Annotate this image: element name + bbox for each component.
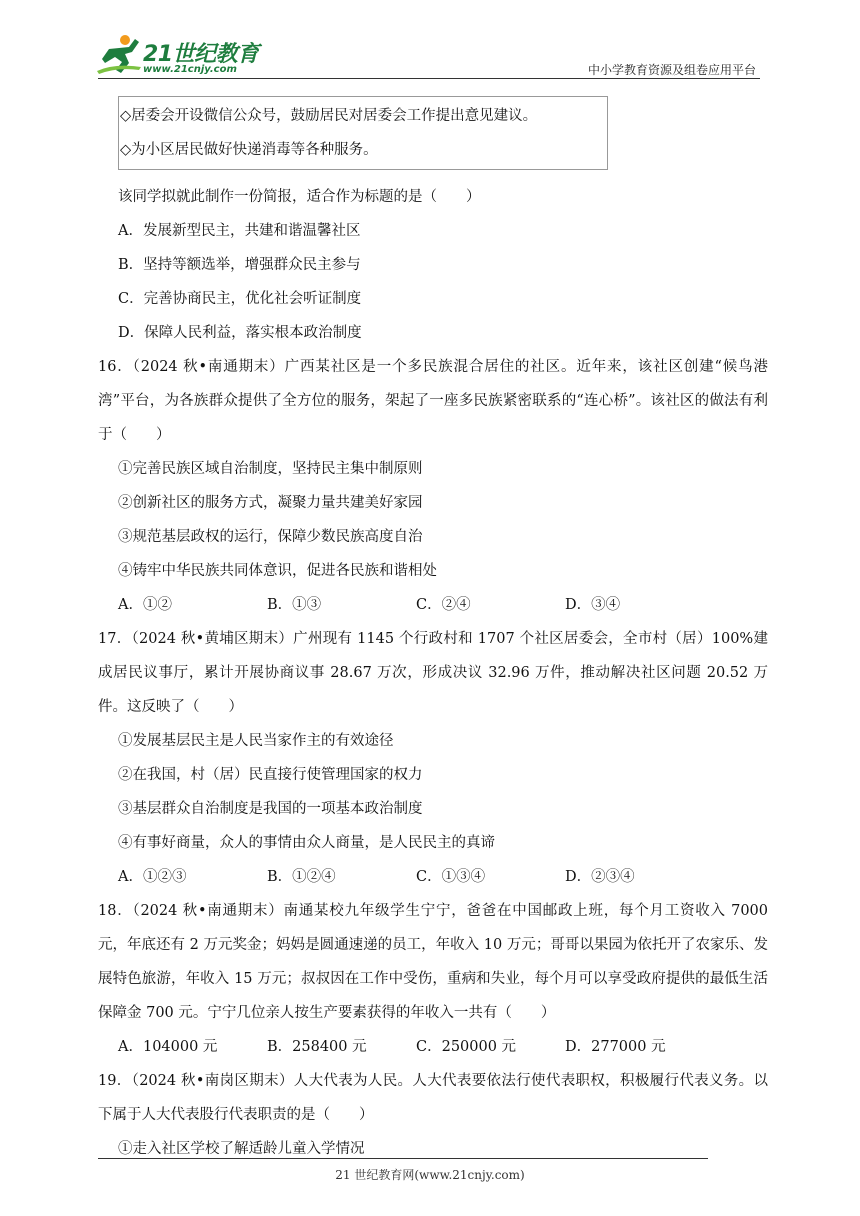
option-a: A．发展新型民主，共建和谐温馨社区: [118, 223, 361, 239]
material-box: [118, 96, 608, 170]
option-c: C．250000 元: [416, 1039, 517, 1055]
statement-item: ③基层群众自治制度是我国的一项基本政治制度: [118, 801, 423, 817]
option-b: B．①②④: [267, 869, 336, 885]
logo-url: www.21cnjy.com: [143, 64, 237, 75]
question-15: [118, 180, 768, 350]
statement-item: ①走入社区学校了解适龄儿童入学情况: [118, 1141, 365, 1157]
option-b: B．坚持等额选举，增强群众民主参与: [118, 257, 361, 273]
statement-item: ④铸牢中华民族共同体意识，促进各民族和谐相处: [118, 563, 437, 579]
header-divider: [98, 78, 760, 79]
option-d: D．保障人民利益，落实根本政治制度: [118, 325, 362, 341]
running-figure-icon: [95, 33, 145, 77]
logo-text: 21世纪教育: [143, 42, 259, 67]
option-d: D．②③④: [565, 869, 635, 885]
question-stem: 19．（2024 秋•南岗区期末）人大代表为人民。人大代表要依法行使代表职权，积极履行代表义务。以下属于人大代表股行代表职责的是（ ）: [98, 1073, 768, 1123]
option-b: B．①③: [267, 597, 322, 613]
box-line: ◇居委会开设微信公众号，鼓励居民对居委会工作提出意见建议。: [120, 108, 538, 124]
option-c: C．完善协商民主，优化社会听证制度: [118, 291, 362, 307]
platform-tagline: 中小学教育资源及组卷应用平台: [587, 63, 756, 77]
question-stem: 17．（2024 秋•黄埔区期末）广州现有 1145 个行政村和 1707 个社区居委会，全市村（居）100%建成居民议事厅，累计开展协商议事 28.67 万次，形成决议 32.96 万件，推动解决社区问题 20.52 万件。这反映了（ ）: [98, 631, 768, 715]
question-stem: 18．（2024 秋•南通期末）南通某校九年级学生宁宁，爸爸在中国邮政上班，每个月工资收入 7000 元，年底还有 2 万元奖金；妈妈是圆通速递的员工，年收入 10 万元；哥哥以果园为依托开了农家乐、发展特色旅游，年收入 15 万元；叔叔因在工作中受伤，重病和失业，每个月可以享受政府提供的最低生活保障金 700 元。宁宁几位亲人按生产要素获得的年收入一共有（ ）: [98, 903, 768, 1021]
question-16: [98, 350, 768, 622]
answer-options: [118, 860, 768, 894]
option-a: A．104000 元: [118, 1039, 218, 1055]
statement-item: ③规范基层政权的运行，保障少数民族高度自治: [118, 529, 423, 545]
footer-divider: [98, 1158, 708, 1159]
page-content: [98, 96, 768, 1166]
question-stem: 16．（2024 秋•南通期末）广西某社区是一个多民族混合居住的社区。近年来，该社区创建“候鸟港湾”平台，为各族群众提供了全方位的服务，架起了一座多民族紧密联系的“连心桥”。该社区的做法有利于（ ）: [98, 359, 768, 443]
option-d: D．277000 元: [565, 1039, 666, 1055]
option-d: D．③④: [565, 597, 621, 613]
statement-item: ④有事好商量，众人的事情由众人商量，是人民民主的真谛: [118, 835, 495, 851]
statement-item: ②在我国，村（居）民直接行使管理国家的权力: [118, 767, 423, 783]
answer-options: [118, 1030, 768, 1064]
question-17: [98, 622, 768, 894]
option-b: B．258400 元: [267, 1039, 367, 1055]
option-c: C．②④: [416, 597, 471, 613]
answer-options: [118, 588, 768, 622]
statement-item: ①发展基层民主是人民当家作主的有效途径: [118, 733, 394, 749]
site-logo: [95, 33, 265, 79]
page-header: [0, 0, 860, 80]
box-line: ◇为小区居民做好快递消毒等各种服务。: [120, 142, 378, 158]
question-19: [98, 1064, 768, 1166]
question-18: [98, 894, 768, 1064]
statement-item: ②创新社区的服务方式，凝聚力量共建美好家园: [118, 495, 423, 511]
page-footer: 21 世纪教育网(www.21cnjy.com): [335, 1168, 525, 1182]
option-a: A．①②③: [118, 869, 187, 885]
option-c: C．①③④: [416, 869, 486, 885]
statement-item: ①完善民族区域自治制度，坚持民主集中制原则: [118, 461, 423, 477]
option-a: A．①②: [118, 597, 172, 613]
question-stem: 该同学拟就此制作一份简报，适合作为标题的是（ ）: [118, 189, 481, 205]
